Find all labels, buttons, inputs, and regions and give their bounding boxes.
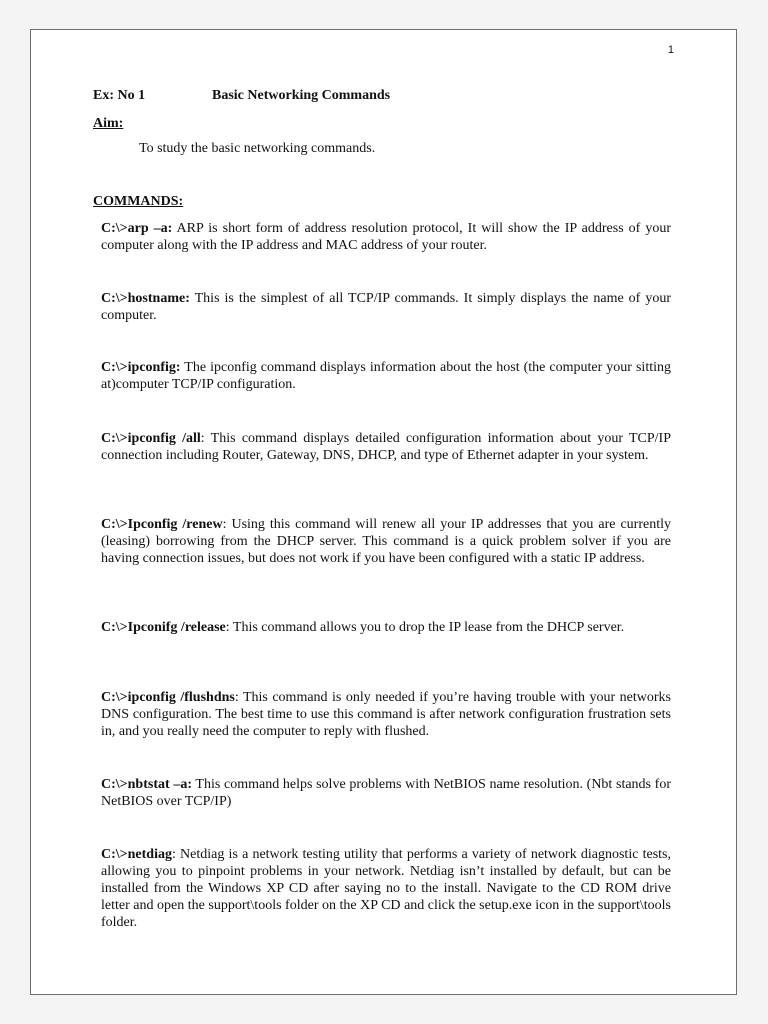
command-name-ipconfig-release: C:\>Ipconifg /release — [101, 620, 226, 635]
command-name-hostname: C:\>hostname: — [101, 291, 190, 306]
aim-text: To study the basic networking commands. — [139, 141, 376, 156]
command-name-netdiag: C:\>netdiag — [101, 847, 172, 862]
command-ipconfig — [101, 359, 671, 393]
command-ipconfig-flushdns — [101, 689, 671, 740]
command-ipconfig-release — [101, 619, 671, 636]
command-description-netdiag: : Netdiag is a network testing utility that performs a variety of network diagnostic tests, allowing you to pinpoint problems in your network. Netdiag isn’t installed by default, but can be installed from the Windows XP CD after saying no to the install. Navigate to the CD ROM drive letter and open the support\tools folder on the XP CD and click the setup.exe icon in the support\tools folder. — [101, 847, 671, 930]
command-name-ipconfig-flushdns: C:\>ipconfig /flushdns — [101, 690, 235, 705]
page-number: 1 — [667, 44, 674, 56]
command-hostname — [101, 290, 671, 324]
command-ipconfig-all — [101, 430, 671, 464]
command-netdiag — [101, 846, 671, 931]
command-ipconfig-renew — [101, 516, 671, 567]
command-description-arp: ARP is short form of address resolution protocol, It will show the IP address of your computer along with the IP address and MAC address of your router. — [101, 221, 671, 253]
command-name-ipconfig-renew: C:\>Ipconfig /renew — [101, 517, 223, 532]
command-description-ipconfig-release: : This command allows you to drop the IP lease from the DHCP server. — [225, 620, 625, 635]
document-page — [30, 29, 737, 995]
command-name-ipconfig-all: C:\>ipconfig /all — [101, 431, 201, 446]
command-description-ipconfig-renew: : Using this command will renew all your IP addresses that you are currently (leasing) borrowing from the DHCP server. This command is a quick problem solver if you are having connection issues, but does not work if you have been configured with a static IP address. — [101, 517, 671, 566]
exercise-title: Basic Networking Commands — [212, 88, 391, 103]
exercise-label: Ex: No 1 — [93, 88, 146, 103]
commands-heading: COMMANDS: — [93, 194, 184, 209]
command-name-nbtstat: C:\>nbtstat –a: — [101, 777, 192, 792]
command-name-ipconfig: C:\>ipconfig: — [101, 360, 181, 375]
command-description-ipconfig: The ipconfig command displays information about the host (the computer your sitting at)computer TCP/IP configuration. — [101, 360, 671, 392]
command-nbtstat — [101, 776, 671, 810]
command-description-ipconfig-all: : This command displays detailed configuration information about your TCP/IP connection including Router, Gateway, DNS, DHCP, and type of Ethernet adapter in your system. — [101, 431, 671, 463]
command-description-ipconfig-flushdns: : This command is only needed if you’re having trouble with your networks DNS configuration. The best time to use this command is after network configuration frustration sets in, and you really need the computer to reply with flushed. — [101, 690, 671, 739]
command-description-hostname: This is the simplest of all TCP/IP commands. It simply displays the name of your computer. — [101, 291, 671, 323]
command-arp — [101, 220, 671, 254]
command-description-nbtstat: This command helps solve problems with NetBIOS name resolution. (Nbt stands for NetBIOS over TCP/IP) — [101, 777, 671, 809]
aim-heading: Aim: — [93, 116, 124, 131]
command-name-arp: C:\>arp –a: — [101, 221, 173, 236]
